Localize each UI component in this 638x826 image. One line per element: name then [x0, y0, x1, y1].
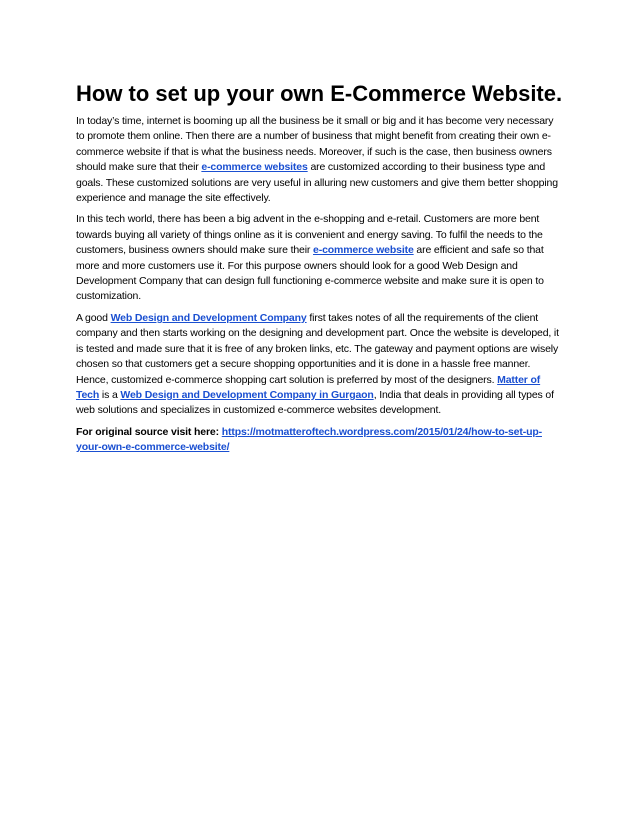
paragraph-text: are efficient and safe so that more and more customers use it. For this purpose owners should look for a good Web Design and Development Company that can design full functioning e-commerce website and make sure it is open to customization. [76, 244, 544, 303]
paragraph-text: are customized according to their business type and goals. These customized solutions are very useful in alluring new customers and give them better shopping experience and manage the site effectively. [76, 161, 558, 205]
paragraph-tech-world [76, 212, 564, 304]
paragraph-intro [76, 114, 564, 206]
paragraph-text: A good [76, 311, 111, 324]
web-design-company-gurgaon-link[interactable]: Web Design and Development Company in Gurgaon [120, 388, 374, 401]
document-body [76, 80, 564, 462]
paragraph-text: first takes notes of all the requirements of the client company and then starts working on the designing and development part. Once the website is developed, it is tested and made sure that it is free of any broken links, etc. The gateway and payment options are wisely chosen so that customers get a secure shopping opportunities and it is done in a hassle free manner. Hence, customized e-commerce shopping cart solution is preferred by most of the designers. [76, 311, 559, 386]
ecommerce-website-link[interactable]: e-commerce website [313, 244, 414, 257]
paragraph-good-company [76, 311, 564, 419]
paragraph-text: In today’s time, internet is booming up all the business be it small or big and it has become very necessary to promote them online. Then there are a number of business that might benefit from creating their own e-commerce website if that is what the business needs. Moreover, if such is the case, then business owners should make sure that their [76, 115, 554, 174]
web-design-company-link[interactable]: Web Design and Development Company [110, 311, 307, 324]
paragraph-text: In this tech world, there has been a big advent in the e-shopping and e-retail. Customers are more bent towards buying all variety of things online as it is convenient and energy saving. To fulfil the needs to the customers, business owners should make sure their [76, 213, 543, 257]
paragraph-text: is a [99, 388, 121, 401]
ecommerce-websites-link[interactable]: e-commerce websites [201, 161, 308, 174]
matter-of-tech-link[interactable]: Matter of Tech [76, 373, 541, 401]
source-paragraph [76, 425, 564, 456]
paragraph-text: , India that deals in providing all types of web solutions and specializes in customized e-commerce websites development. [76, 388, 554, 417]
source-label: For original source visit here: [76, 425, 222, 438]
source-url-link[interactable]: https://motmatteroftech.wordpress.com/2015/01/24/how-to-set-up-your-own-e-commerce-website/ [76, 425, 542, 454]
page-title: How to set up your own E-Commerce Website. [76, 81, 563, 106]
